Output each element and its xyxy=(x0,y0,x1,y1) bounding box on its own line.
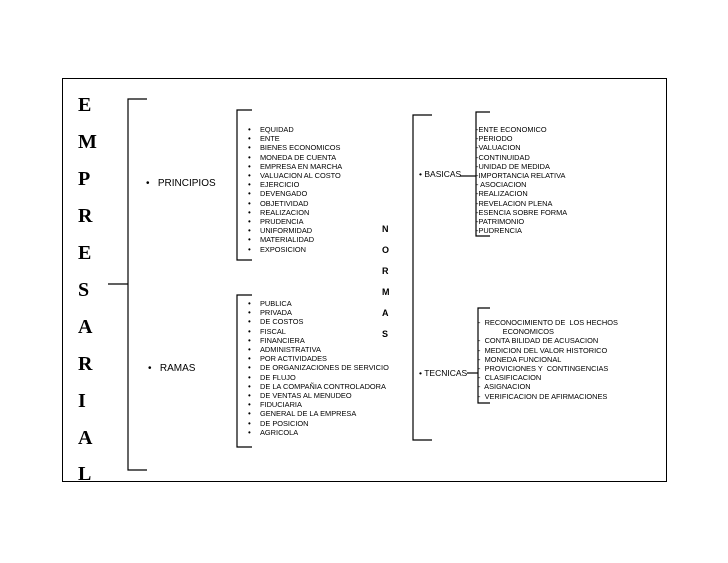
list-item-text: FINANCIERA xyxy=(260,335,305,345)
list-item-text: DE POSICION xyxy=(260,418,309,428)
list-item xyxy=(244,409,389,418)
list-item xyxy=(244,345,389,354)
title-letter: E xyxy=(78,242,93,264)
list-item: - CONTA BILIDAD DE ACUSACION xyxy=(478,336,599,346)
list-item xyxy=(244,308,389,317)
bullet: • xyxy=(248,354,251,364)
list-item: - VERIFICACION DE AFIRMACIONES xyxy=(478,391,608,401)
normas-letter: R xyxy=(382,266,389,276)
normas-letter: N xyxy=(382,224,389,234)
bullet: • xyxy=(248,326,251,336)
list-item-text: DE VENTAS AL MENUDEO xyxy=(260,391,352,401)
bullet: • xyxy=(248,180,251,190)
list-item xyxy=(244,382,389,391)
list-item: -REVELACION PLENA xyxy=(476,198,553,208)
list-item: -ESENCIA SOBRE FORMA xyxy=(476,207,568,217)
list-item-text: PRIVADA xyxy=(260,308,292,318)
list-item xyxy=(244,125,342,134)
list-item-text: ENTE xyxy=(260,134,280,144)
list-item xyxy=(244,299,389,308)
list-item-text: MATERIALIDAD xyxy=(260,235,315,245)
list-item xyxy=(244,162,342,171)
ramas-label-group xyxy=(148,363,195,374)
bullet: • xyxy=(248,400,251,410)
list-item-text: OBJETIVIDAD xyxy=(260,198,309,208)
title-letter: A xyxy=(78,316,94,338)
list-item: -CONTINUIDAD xyxy=(476,152,530,162)
bullet: • xyxy=(248,381,251,391)
principios-bullet: • xyxy=(146,178,150,189)
list-item-text: DE FLUJO xyxy=(260,372,296,382)
list-item xyxy=(244,400,389,409)
bullet: • xyxy=(248,235,251,245)
list-item xyxy=(244,373,389,382)
normas-letter: A xyxy=(382,308,389,318)
normas-letter: S xyxy=(382,329,389,339)
list-item-text: DE COSTOS xyxy=(260,317,304,327)
basicas-label-group xyxy=(419,169,461,179)
list-item: - RECONOCIMIENTO DE LOS HECHOS xyxy=(478,318,618,327)
list-item: - ASOCIACION xyxy=(476,180,527,190)
list-item-text: DE ORGANIZACIONES DE SERVICIO xyxy=(260,363,389,373)
tecnicas-label-group xyxy=(419,368,467,378)
list-item xyxy=(244,428,389,437)
bullet: • xyxy=(248,134,251,144)
bullet: • xyxy=(248,143,251,153)
normas-letter: M xyxy=(382,287,390,297)
title-letter: P xyxy=(78,168,92,190)
ramas-bullet: • xyxy=(148,363,152,374)
ramas-label: RAMAS xyxy=(159,363,196,374)
title-letter: I xyxy=(78,390,87,412)
list-item-text: UNIFORMIDAD xyxy=(260,226,313,236)
bullet: • xyxy=(248,244,251,254)
list-item-text: EMPRESA EN MARCHA xyxy=(260,161,343,171)
normas-letter: O xyxy=(382,245,390,255)
list-item xyxy=(244,391,389,400)
basicas-list xyxy=(476,125,567,235)
bullet: • xyxy=(248,335,251,345)
list-item-text: EQUIDAD xyxy=(260,125,294,134)
list-item xyxy=(244,317,389,326)
principios-label-group xyxy=(146,178,216,189)
bullet: • xyxy=(248,171,251,181)
list-item: -PERIODO xyxy=(476,134,513,144)
list-item xyxy=(244,153,342,162)
bullet: • xyxy=(248,207,251,217)
list-item: -IMPORTANCIA RELATIVA xyxy=(476,171,566,181)
bullet: • xyxy=(248,226,251,236)
list-item xyxy=(244,180,342,189)
list-item-text: FIDUCIARIA xyxy=(260,400,302,410)
bullet: • xyxy=(248,198,251,208)
principios-list xyxy=(244,125,342,254)
list-item xyxy=(244,199,342,208)
list-item xyxy=(244,143,342,152)
principios-label: PRINCIPIOS xyxy=(157,178,216,189)
list-item-text: DEVENGADO xyxy=(260,189,308,199)
title-letter: M xyxy=(78,131,98,153)
bullet: • xyxy=(248,372,251,382)
list-item xyxy=(244,217,342,226)
bullet: • xyxy=(248,217,251,227)
bullet: • xyxy=(248,308,251,318)
bullet: • xyxy=(248,418,251,428)
ramas-list xyxy=(244,299,389,437)
list-item-text: POR ACTIVIDADES xyxy=(260,354,327,364)
tecnicas-list xyxy=(478,318,618,401)
list-item xyxy=(244,189,342,198)
list-item: - MONEDA FUNCIONAL xyxy=(478,354,562,364)
list-item-text: FISCAL xyxy=(260,326,286,336)
list-item-text: VALUACION AL COSTO xyxy=(260,171,341,181)
list-item-text: REALIZACION xyxy=(260,207,310,217)
bullet: • xyxy=(248,125,251,134)
tecnicas-bullet: • xyxy=(419,368,422,378)
title-letter: R xyxy=(78,205,94,227)
list-item-text: GENERAL DE LA EMPRESA xyxy=(260,409,357,419)
list-item: - MEDICION DEL VALOR HISTORICO xyxy=(478,345,608,355)
list-item: -PATRIMONIO xyxy=(476,217,525,227)
title-letter: A xyxy=(78,427,94,449)
title-letter: E xyxy=(78,94,93,116)
list-item-text: BIENES ECONOMICOS xyxy=(260,143,341,153)
bullet: • xyxy=(248,317,251,327)
list-item xyxy=(244,171,342,180)
list-item: - PROVICIONES Y CONTINGENCIAS xyxy=(478,364,609,374)
list-item-text: EJERCICIO xyxy=(260,180,300,190)
list-item xyxy=(244,134,342,143)
list-item xyxy=(244,354,389,363)
title-letter: R xyxy=(78,353,94,375)
tecnicas-label: TECNICAS xyxy=(424,368,468,378)
list-item-text: AGRICOLA xyxy=(260,427,299,437)
list-item-text: PRUDENCIA xyxy=(260,217,304,227)
list-item-text: EXPOSICION xyxy=(260,244,306,254)
bullet: • xyxy=(248,363,251,373)
list-item xyxy=(244,235,342,244)
bullet: • xyxy=(248,299,251,308)
bullet: • xyxy=(248,409,251,419)
title-letter: S xyxy=(78,279,91,301)
list-item: - CLASIFICACION xyxy=(478,373,542,383)
list-item xyxy=(244,336,389,345)
list-item-text: ADMINISTRATIVA xyxy=(260,345,321,355)
list-item: -REALIZACION xyxy=(476,189,528,199)
list-item xyxy=(244,327,389,336)
bullet: • xyxy=(248,152,251,162)
list-item: -UNIDAD DE MEDIDA xyxy=(476,161,550,171)
list-item: ECONOMICOS xyxy=(478,327,554,337)
list-item: -VALUACION xyxy=(476,143,521,153)
list-item-text: PUBLICA xyxy=(260,299,292,308)
list-item xyxy=(244,208,342,217)
list-item: -PUDRENCIA xyxy=(476,226,522,236)
bullet: • xyxy=(248,161,251,171)
bullet: • xyxy=(248,189,251,199)
basicas-bullet: • xyxy=(419,169,422,179)
list-item xyxy=(244,245,342,254)
list-item: - ASIGNACION xyxy=(478,382,531,392)
basicas-label: BASICAS xyxy=(424,169,462,179)
list-item xyxy=(244,226,342,235)
list-item xyxy=(244,363,389,372)
title-letter: L xyxy=(78,463,93,485)
bullet: • xyxy=(248,345,251,355)
list-item-text: MONEDA DE CUENTA xyxy=(260,152,337,162)
list-item: -ENTE ECONOMICO xyxy=(476,125,547,134)
bullet: • xyxy=(248,427,251,437)
list-item-text: DE LA COMPAÑIA CONTROLADORA xyxy=(260,381,386,391)
list-item xyxy=(244,419,389,428)
bullet: • xyxy=(248,391,251,401)
